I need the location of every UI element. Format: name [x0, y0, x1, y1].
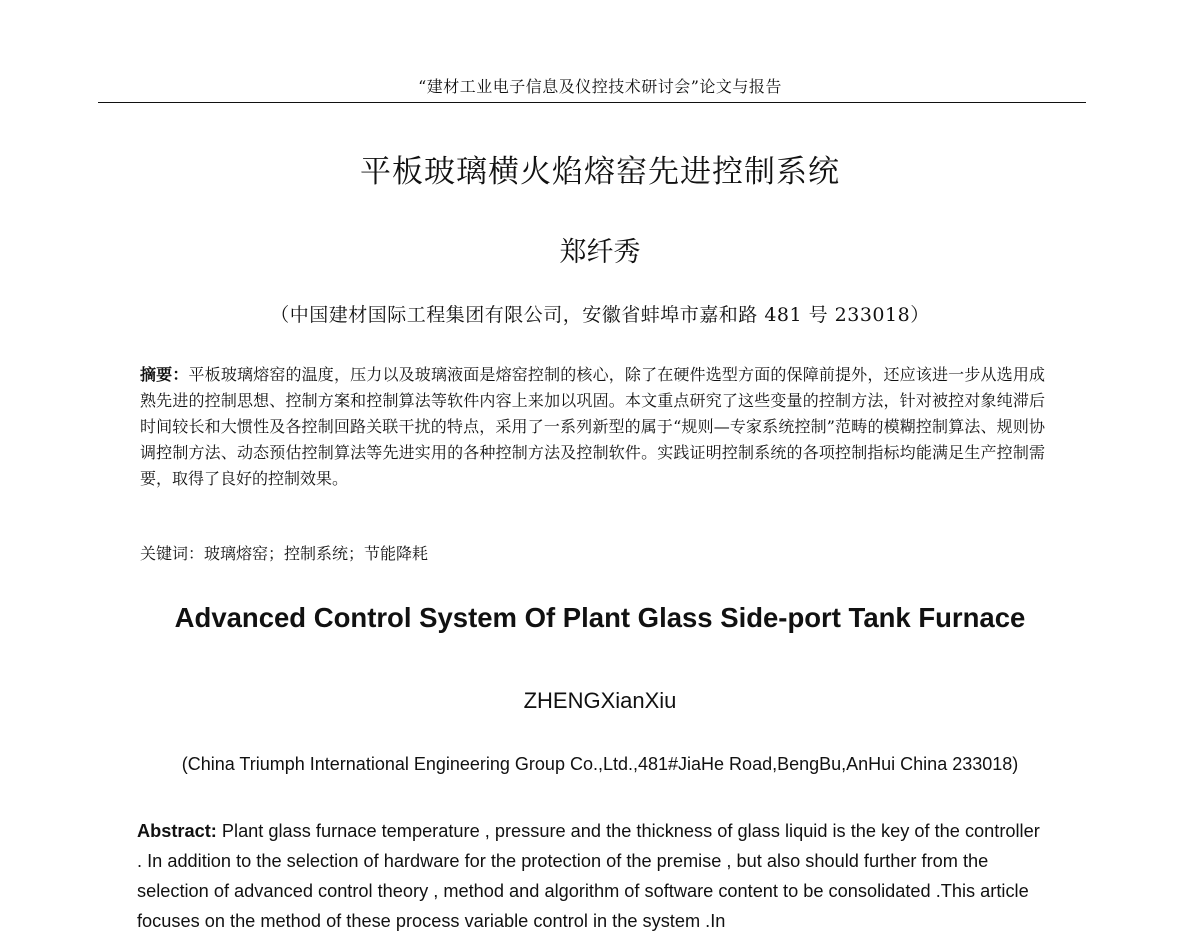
- abstract-cn: [140, 362, 1045, 492]
- author-en: ZHENGXianXiu: [523, 688, 677, 713]
- paper-title-cn: 平板玻璃横火焰熔窑先进控制系统: [360, 154, 840, 190]
- affiliation-en: (China Triumph International Engineering Group Co.,Ltd.,481#JiaHe Road,BengBu,AnHui China 233018): [181, 754, 1019, 774]
- header-rule: [98, 102, 1086, 103]
- keywords-text-cn: 玻璃熔窑；控制系统；节能降耗: [204, 544, 429, 563]
- abstract-en: [137, 816, 1049, 936]
- paper-title-en: Advanced Control System Of Plant Glass Side-port Tank Furnace: [174, 602, 1026, 633]
- author-cn: 郑纤秀: [559, 237, 641, 268]
- abstract-label-cn: 摘要：: [140, 365, 189, 384]
- abstract-text-en: Plant glass furnace temperature , pressure and the thickness of glass liquid is the key of the controller . In addition to the selection of hardware for the protection of the premise , but also should further from the selection of advanced control theory , method and algorithm of software content to be consolidated .This article focuses on the method of these process variable control in the system .In: [137, 821, 1040, 931]
- running-header: “建材工业电子信息及仪控技术研讨会”论文与报告: [418, 77, 782, 96]
- affiliation-cn: （中国建材国际工程集团有限公司，安徽省蚌埠市嘉和路 481 号 233018）: [270, 304, 930, 326]
- keywords-cn: [140, 541, 1045, 567]
- abstract-label-en: Abstract:: [137, 821, 217, 841]
- abstract-text-cn: 平板玻璃熔窑的温度，压力以及玻璃液面是熔窑控制的核心，除了在硬件选型方面的保障前提外，还应该进一步从选用成熟先进的控制思想、控制方案和控制算法等软件内容上来加以巩固。本文重点研究了这些变量的控制方法，针对被控对象纯滞后时间较长和大惯性及各控制回路关联干扰的特点，采用了一系列新型的属于“规则—专家系统控制”范畴的模糊控制算法、规则协调控制方法、动态预估控制算法等先进实用的各种控制方法及控制软件。实践证明控制系统的各项控制指标均能满足生产控制需要，取得了良好的控制效果。: [140, 365, 1045, 488]
- keywords-label-cn: 关键词：: [140, 544, 205, 563]
